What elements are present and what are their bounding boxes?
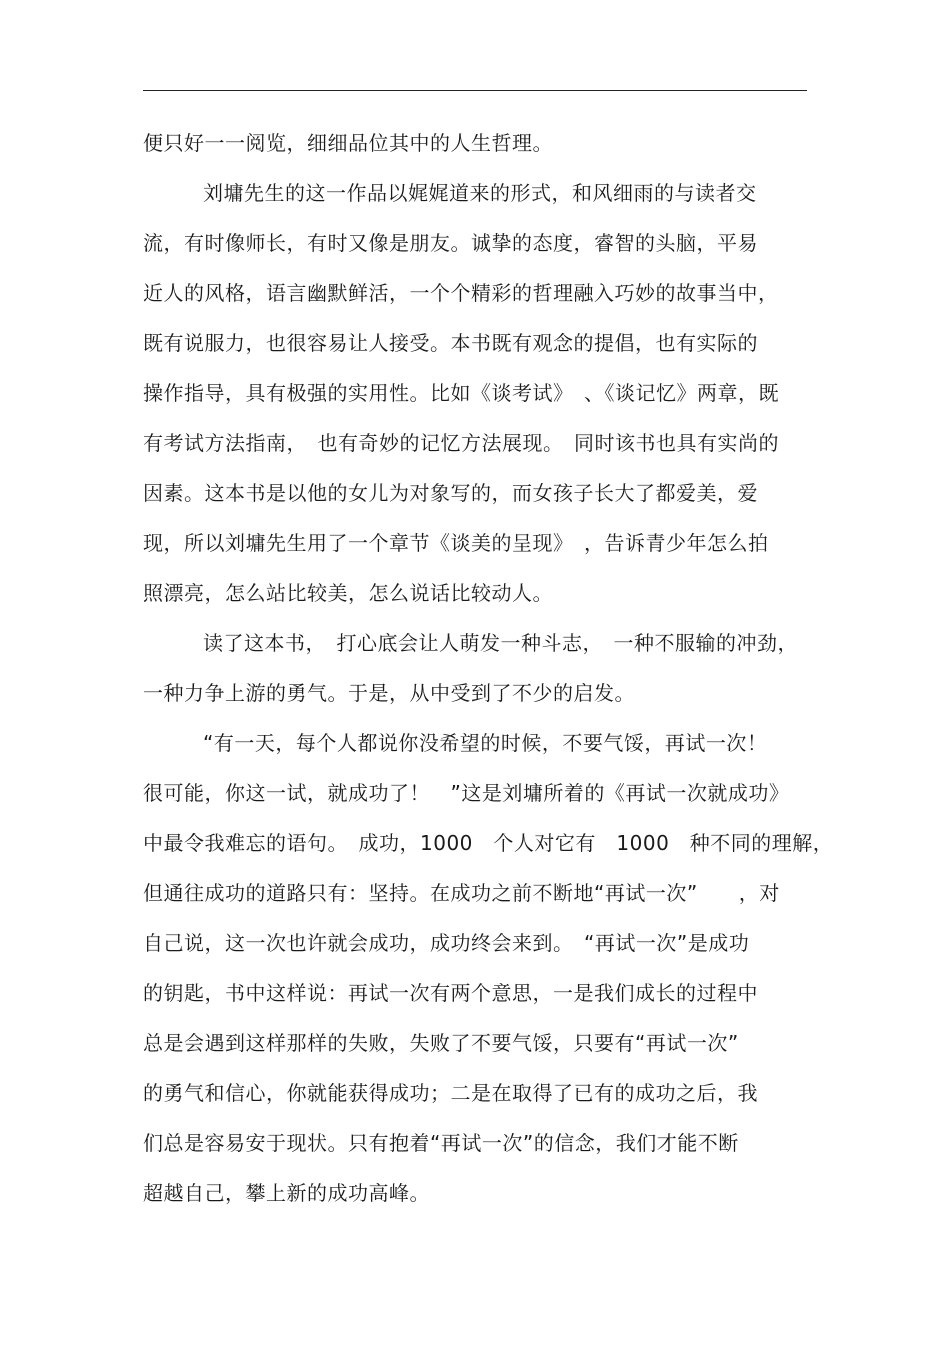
header-rule <box>143 90 807 91</box>
text-line: 超越自己，攀上新的成功高峰。 <box>143 1181 430 1205</box>
text-line: 们总是容易安于现状。只有抱着“再试一次”的信念，我们才能不断 <box>143 1131 739 1155</box>
text-line: 总是会遇到这样那样的失败，失败了不要气馁，只要有“再试一次” <box>143 1031 739 1055</box>
text-line: “有一天，每个人都说你没希望的时候，不要气馁，再试一次！ <box>203 731 768 755</box>
text-line: 照漂亮，怎么站比较美，怎么说话比较动人。 <box>143 581 553 605</box>
text-line: 中最令我难忘的语句。 成功，1000 个人对它有 1000 种不同的理解， <box>143 831 834 855</box>
text-line: 刘墉先生的这一作品以娓娓道来的形式，和风细雨的与读者交 <box>203 181 757 205</box>
text-line: 因素。这本书是以他的女儿为对象写的，而女孩子长大了都爱美，爱 <box>143 481 758 505</box>
text-line: 操作指导，具有极强的实用性。比如《谈考试》 、《谈记忆》两章，既 <box>143 381 779 405</box>
text-line: 一种力争上游的勇气。于是，从中受到了不少的启发。 <box>143 681 635 705</box>
text-line: 自己说，这一次也许就会成功，成功终会来到。 “再试一次”是成功 <box>143 931 750 955</box>
text-line: 的勇气和信心，你就能获得成功；二是在取得了已有的成功之后，我 <box>143 1081 758 1105</box>
text-line: 读了这本书， 打心底会让人萌发一种斗志， 一种不服输的冲劲， <box>203 631 798 655</box>
text-line: 既有说服力，也很容易让人接受。本书既有观念的提倡，也有实际的 <box>143 331 758 355</box>
text-line: 流，有时像师长，有时又像是朋友。诚挚的态度，睿智的头脑，平易 <box>143 231 758 255</box>
text-line: 很可能，你这一试，就成功了！ ”这是刘墉所着的《再试一次就成功》 <box>143 781 790 805</box>
text-line: 便只好一一阅览，细细品位其中的人生哲理。 <box>143 131 553 155</box>
text-line: 现，所以刘墉先生用了一个章节《谈美的呈现》 ，告诉青少年怎么拍 <box>143 531 769 555</box>
text-line: 近人的风格，语言幽默鲜活，一个个精彩的哲理融入巧妙的故事当中， <box>143 281 779 305</box>
text-line: 有考试方法指南， 也有奇妙的记忆方法展现。 同时该书也具有实尚的 <box>143 431 779 455</box>
text-line: 但通往成功的道路只有：坚持。在成功之前不断地“再试一次” ，对 <box>143 881 780 905</box>
text-line: 的钥匙，书中这样说：再试一次有两个意思，一是我们成长的过程中 <box>143 981 758 1005</box>
